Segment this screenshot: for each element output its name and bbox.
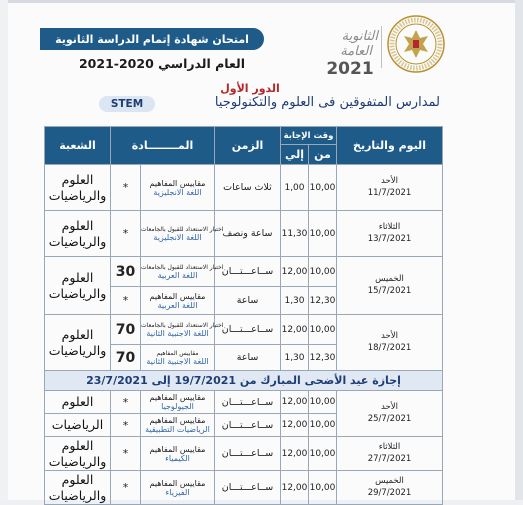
header-branch: الشعبة — [45, 127, 111, 165]
duration-cell: ساعة — [215, 345, 281, 371]
subject-cell — [141, 257, 224, 287]
subject-bottom: اللغة العربية — [157, 270, 198, 280]
day-cell — [337, 437, 443, 471]
holiday-row — [45, 371, 443, 391]
branch-cell: العلوم — [45, 391, 111, 414]
schools-title-line — [90, 95, 440, 115]
duration-cell: ساعة ونصف — [215, 211, 281, 257]
mark-cell: * — [111, 391, 141, 414]
subject-cell — [141, 315, 224, 345]
day-date: 15/7/2021 — [367, 285, 412, 296]
duration-cell: ساعة — [215, 287, 281, 315]
mark-cell: 70 — [111, 315, 141, 345]
day-date: 25/7/2021 — [367, 413, 412, 424]
to-cell: 12,00 — [281, 437, 309, 471]
to-cell: 1,00 — [281, 165, 309, 211]
branch-cell: العلوم والرياضيات — [45, 315, 111, 371]
to-cell: 11,30 — [281, 211, 309, 257]
branch-cell: العلوم والرياضيات — [45, 211, 111, 257]
duration-cell: ســاعـــتـــان — [215, 471, 281, 505]
subject-top: مقاييس المفاهيم — [149, 291, 206, 301]
exam-title: امتحان شهادة إتمام الدراسة الثانوية — [55, 32, 249, 46]
to-cell: 12,00 — [281, 391, 309, 414]
table-row — [45, 471, 443, 505]
mark-cell: * — [111, 471, 141, 505]
mark-cell: 30 — [111, 257, 141, 287]
day-name: الثلاثاء — [378, 442, 401, 453]
day-date: 27/7/2021 — [367, 453, 412, 464]
day-cell — [337, 315, 443, 371]
table-row — [45, 211, 443, 257]
day-name: الخميس — [375, 274, 404, 285]
subject-bottom: اللغة الانجليزية — [153, 187, 202, 197]
subject-cell — [141, 345, 215, 371]
from-cell: 10,00 — [309, 211, 337, 257]
schools-title: لمدارس المتفوقين فى العلوم والتكنولوجيا — [214, 95, 440, 110]
branch-cell: العلوم والرياضيات — [45, 257, 111, 315]
duration-cell: ســاعـــتـــان — [215, 391, 281, 414]
day-name: الأحد — [381, 331, 398, 342]
stem-badge: STEM — [99, 96, 155, 112]
to-cell: 1,30 — [281, 287, 309, 315]
mark-cell: * — [111, 437, 141, 471]
day-name: الأحد — [381, 176, 398, 187]
ministry-seal-icon — [386, 14, 446, 74]
to-cell: 1,30 — [281, 345, 309, 371]
subject-cell — [141, 391, 215, 414]
subject-bottom: الكيمياء — [165, 453, 190, 463]
subject-bottom: اللغة الاجنبية الثانية — [146, 356, 209, 366]
duration-cell: ســاعـــتـــان — [215, 257, 281, 287]
day-name: الثلاثاء — [378, 222, 401, 233]
subject-bottom: اللغة الاجنبية الثانية — [146, 328, 209, 338]
subject-cell — [141, 437, 215, 471]
table-row — [45, 165, 443, 211]
subject-top: مقاييس المفاهيم — [149, 393, 206, 402]
header-answer-time: وقت الإجابة — [281, 127, 337, 145]
header-from: من — [309, 145, 337, 165]
table-row — [45, 437, 443, 471]
day-date: 18/7/2021 — [367, 342, 412, 353]
day-date: 11/7/2021 — [367, 187, 412, 198]
page-margin — [0, 0, 8, 500]
logo-line1: الثانوية — [341, 29, 378, 44]
from-cell: 10,00 — [309, 165, 337, 211]
duration-cell: ثلاث ساعات — [215, 165, 281, 211]
from-cell: 10,00 — [309, 437, 337, 471]
subject-top: مقاييس المفاهيم — [156, 349, 199, 357]
subject-cell — [141, 471, 215, 505]
exam-title-banner — [40, 28, 264, 50]
day-date: 29/7/2021 — [367, 487, 412, 498]
top-divider — [8, 0, 515, 3]
duration-cell: ســاعـــتـــان — [215, 414, 281, 437]
subject-top: اختبار الاستعداد للقبول بالجامعات — [141, 263, 224, 271]
duration-cell: ســاعـــتـــان — [215, 315, 281, 345]
subject-bottom: الجيولوجيا — [161, 402, 194, 411]
to-cell: 12,00 — [281, 257, 309, 287]
header-day-date: اليوم والتاريخ — [337, 127, 443, 165]
table-row — [45, 257, 443, 287]
subject-bottom: الرياضيات التطبيقية — [145, 425, 210, 434]
subject-cell — [141, 414, 215, 437]
branch-cell: العلوم والرياضيات — [45, 437, 111, 471]
subject-top: مقاييس المفاهيم — [149, 178, 206, 188]
logo-divider — [381, 26, 382, 68]
logo-year: 2021 — [326, 59, 374, 79]
day-name: الأحد — [381, 402, 398, 413]
scrollbar-track[interactable] — [515, 0, 523, 500]
day-cell — [337, 391, 443, 437]
subject-top: اختبار الاستعداد للقبول بالجامعات — [141, 321, 224, 329]
day-date: 13/7/2021 — [367, 233, 412, 244]
day-name: الخميس — [375, 476, 404, 487]
subject-cell — [141, 287, 215, 315]
subject-top: مقاييس المفاهيم — [149, 478, 206, 488]
from-cell: 10,00 — [309, 471, 337, 505]
thanaweya-logo — [320, 22, 380, 78]
subject-bottom: اللغة العربية — [157, 300, 198, 310]
exam-schedule-table — [44, 126, 443, 505]
to-cell: 12,00 — [281, 414, 309, 437]
duration-cell: ســاعـــتـــان — [215, 437, 281, 471]
header-subject: المــــــــادة — [111, 127, 215, 165]
from-cell: 10,00 — [309, 257, 337, 287]
table-row — [45, 315, 443, 345]
subject-bottom: الفيزياء — [165, 487, 190, 497]
subject-top: مقاييس المفاهيم — [149, 416, 206, 425]
header-row — [45, 127, 443, 145]
header-to: إلي — [281, 145, 309, 165]
day-cell — [337, 471, 443, 505]
mark-cell: * — [111, 165, 141, 211]
from-cell: 10,00 — [309, 391, 337, 414]
from-cell: 12,30 — [309, 287, 337, 315]
subject-cell — [141, 165, 215, 211]
subject-cell — [141, 211, 224, 257]
branch-cell: العلوم والرياضيات — [45, 471, 111, 505]
logo-line2: العامة — [340, 44, 372, 59]
holiday-note: إجازة عيد الأضحى المبارك من 19/7/2021 إلى 23/7/2021 — [45, 371, 443, 391]
table-row — [45, 391, 443, 414]
branch-cell: الرياضيات — [45, 414, 111, 437]
mark-cell: * — [111, 414, 141, 437]
academic-year: العام الدراسي 2020-2021 — [78, 56, 245, 71]
from-cell: 10,00 — [309, 414, 337, 437]
day-cell — [337, 211, 443, 257]
mark-cell: * — [111, 287, 141, 315]
subject-top: اختبار الاستعداد للقبول بالجامعات — [141, 225, 224, 233]
from-cell: 12,30 — [309, 345, 337, 371]
day-cell — [337, 257, 443, 315]
from-cell: 10,00 — [309, 315, 337, 345]
day-cell — [337, 165, 443, 211]
subject-bottom: اللغة الانجليزية — [153, 232, 202, 242]
subject-top: مقاييس المفاهيم — [149, 444, 206, 454]
mark-cell: * — [111, 211, 141, 257]
mark-cell: 70 — [111, 345, 141, 371]
to-cell: 12,00 — [281, 315, 309, 345]
branch-cell: العلوم والرياضيات — [45, 165, 111, 211]
header-duration: الزمن — [215, 127, 281, 165]
to-cell: 12,00 — [281, 471, 309, 505]
exam-round: الدور الأول — [220, 82, 280, 95]
